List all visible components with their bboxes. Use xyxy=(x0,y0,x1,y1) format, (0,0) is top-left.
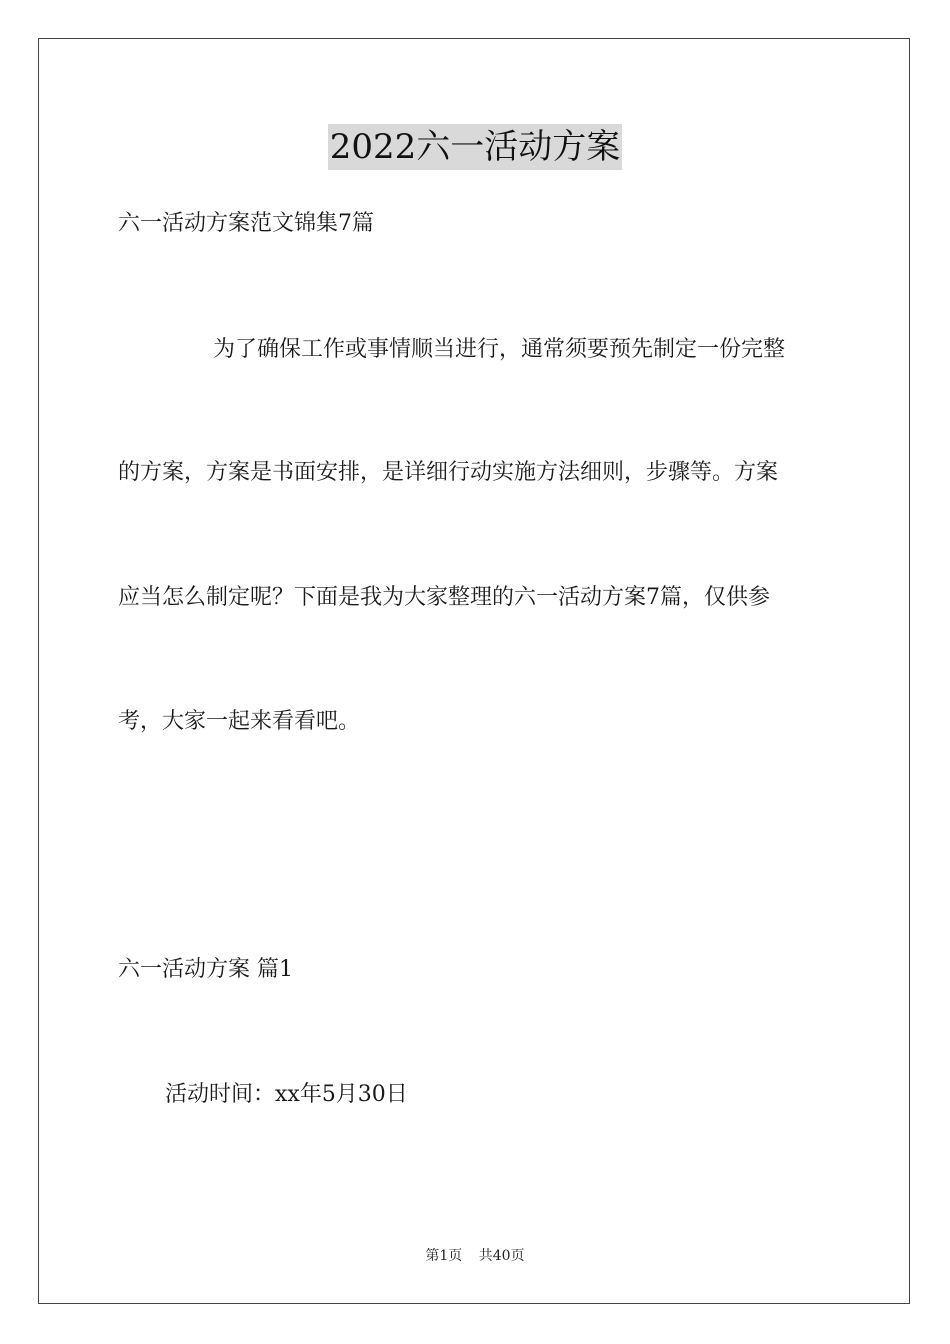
page-total: 共40页 xyxy=(478,1248,525,1264)
section-heading: 六一活动方案 篇1 xyxy=(118,957,293,982)
document-title: 2022六一活动方案 xyxy=(328,124,623,170)
activity-time: 活动时间：xx年5月30日 xyxy=(165,1082,408,1107)
document-subtitle: 六一活动方案范文锦集7篇 xyxy=(118,211,374,236)
intro-line-3: 应当怎么制定呢？下面是我为大家整理的六一活动方案7篇，仅供参 xyxy=(118,585,770,610)
intro-line-1: 为了确保工作或事情顺当进行，通常须要预先制定一份完整 xyxy=(213,337,786,362)
title-container xyxy=(0,124,950,170)
page-footer xyxy=(0,1246,950,1266)
intro-line-2: 的方案，方案是书面安排，是详细行动实施方法细则，步骤等。方案 xyxy=(118,460,779,485)
intro-line-4: 考，大家一起来看看吧。 xyxy=(118,709,361,734)
page-number: 第1页 xyxy=(425,1248,463,1264)
